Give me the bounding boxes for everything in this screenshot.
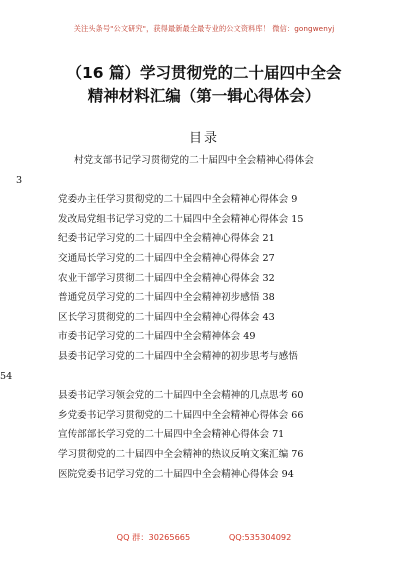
toc-entry[interactable] — [58, 269, 360, 289]
toc-entry[interactable] — [58, 288, 360, 308]
toc-entry-title: 乡党委书记学习贯彻党的二十届四中全会精神心得体会 — [58, 409, 289, 421]
toc-entry-page: 9 — [291, 194, 298, 206]
toc-heading: 目录 — [188, 131, 219, 146]
toc-entry-page: 54 — [0, 370, 13, 382]
toc-entry-page: 32 — [262, 272, 275, 284]
toc-entry-title: 发改局党组书记学习党的二十届四中全会精神心得体会 — [58, 213, 289, 225]
toc-entry[interactable] — [58, 327, 360, 347]
toc-entry[interactable] — [58, 210, 360, 230]
document-title — [0, 62, 408, 108]
toc-entry[interactable] — [58, 308, 360, 328]
toc-entry-title: 区长学习贯彻党的二十届四中全会精神心得体会 — [58, 311, 260, 323]
toc-entry-title: 村党支部书记学习贯彻党的二十届四中全会精神心得体会 — [74, 155, 314, 166]
toc-entry-title: 纪委书记学习党的二十届四中全会精神心得体会 — [58, 233, 260, 245]
toc-entry-page: 3 — [16, 174, 23, 186]
toc-entry-title: 宣传部部长学习党的二十届四中全会精神心得体会 — [58, 429, 270, 441]
toc-entry-page: 94 — [281, 468, 294, 480]
title-line-1: （16 篇）学习贯彻党的二十届四中全会 — [66, 64, 342, 82]
toc-entry[interactable] — [58, 465, 360, 485]
toc-entry[interactable] — [58, 406, 360, 426]
toc-entry-page: 66 — [291, 409, 304, 421]
toc-entry-title: 医院党委书记学习党的二十届四中全会精神心得体会 — [58, 468, 279, 480]
toc-entry-page: 21 — [262, 233, 275, 245]
toc-entry-title: 党委办主任学习贯彻党的二十届四中全会精神心得体会 — [58, 194, 289, 206]
toc-entry-title: 县委书记学习领会党的二十届四中全会精神的几点思考 — [58, 390, 289, 402]
toc-entry-title: 农业干部学习贯彻二十届四中全会精神心得体会 — [58, 272, 260, 284]
toc-entry-page: 15 — [291, 213, 304, 225]
toc-entry-page: 38 — [262, 292, 275, 304]
toc-entry-page: 49 — [243, 331, 256, 343]
footer-contact — [0, 532, 408, 543]
toc-entry-page: 71 — [272, 429, 285, 441]
toc-entry[interactable] — [58, 425, 360, 445]
toc-entry[interactable] — [0, 347, 360, 386]
title-line-2: 精神材料汇编（第一辑心得体会） — [87, 87, 321, 105]
toc-entry-title: 学习贯彻党的二十届四中全会精神的热议反响文案汇编 — [58, 448, 289, 460]
toc-entry-page: 27 — [262, 252, 275, 264]
toc-entry[interactable] — [58, 445, 360, 465]
toc-entry[interactable] — [58, 386, 360, 406]
toc-entry-title: 市委书记学习党的二十届四中全会精神体会 — [58, 331, 241, 343]
toc-entry-page: 43 — [262, 311, 275, 323]
footer-qq-group: QQ 群：30265665 — [116, 532, 191, 542]
toc-entry[interactable] — [58, 249, 360, 269]
toc-entry[interactable] — [58, 229, 360, 249]
toc-entry-page: 76 — [291, 448, 304, 460]
footer-qq: QQ:535304092 — [228, 532, 292, 542]
toc-entry-page: 60 — [291, 390, 304, 402]
toc-entry-title: 普通党员学习党的二十届四中全会精神初步感悟 — [58, 292, 260, 304]
table-of-contents — [0, 151, 360, 484]
toc-entry-title: 交通局长学习党的二十届四中全会精神心得体会 — [58, 252, 260, 264]
toc-entry-title: 县委书记学习党的二十届四中全会精神的初步思考与感悟 — [58, 350, 298, 362]
header-note: 关注头条号"公文研究"，获得最新最全最专业的公文资料库！ 微信：gongwenyj — [73, 24, 335, 33]
toc-entry[interactable] — [16, 151, 360, 190]
toc-entry[interactable] — [58, 190, 360, 210]
